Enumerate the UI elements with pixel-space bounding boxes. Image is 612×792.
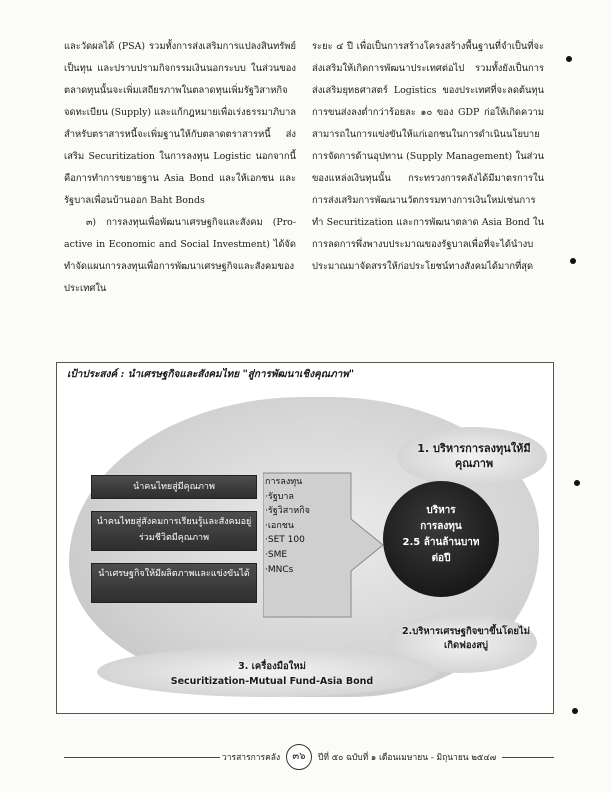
goal-block-1: นำคนไทยสู่มีคุณภาพ [91, 475, 257, 499]
left-paragraph-2: ๓) การลงทุนเพื่อพัฒนาเศรษฐกิจและสังคม (Pro-active in Economic and Social Investment) ได้จัดทำจัดแผนการลงทุนเพื่อการพัฒนาเศรษฐกิจและสังคมของประเทศใน [64, 217, 296, 294]
circle-line: 2.5 ล้านล้านบาท [402, 537, 480, 548]
issue-info: ปีที่ ๕๐ ฉบับที่ ๑ เดือนเมษายน - มิถุนายน ๒๕๔๗ [318, 753, 497, 763]
page-number: ๓๖ [286, 744, 312, 770]
circle-line: บริหาร [426, 505, 456, 516]
cloud-label-3 [127, 659, 417, 689]
scan-mark [566, 56, 572, 62]
right-column [312, 36, 544, 278]
goal-block-2: นำคนไทยสู่สังคมการเรียนรู้และสังคมอยู่ร่วมชีวิตมีคุณภาพ [91, 511, 257, 551]
investment-item: ·SME [265, 549, 288, 560]
investment-item: ·SET 100 [265, 535, 305, 546]
investment-header: การลงทุน [265, 477, 303, 487]
left-paragraph-1: และวัดผลได้ (PSA) รวมทั้งการส่งเสริมการแปลงสินทรัพย์เป็นทุน และปราบปรามกิจกรรมเงินนอกระบบ ในส่วนของตลาดทุนนั้นจะเพิ่มเสถียรภาพในตลาดทุนเพิ่มรัฐวิสาหกิจจดทะเบียน (Supply) และแก้กฎหมายเพื่อเร่งธรรมาภิบาลสำหรับตราสารหนี้จะเพิ่มฐานให้กับตลาดตราสารหนี้ ส่งเสริม Securitization ในการลงทุน Logistic นอกจากนี้คือการทำการขยายฐาน Asia Bond และให้เอกชน และรัฐบาลเพื่อนบ้านออก Baht Bonds [64, 41, 296, 206]
investment-list [265, 475, 349, 577]
cloud-label-2: 2.บริหารเศรษฐกิจขาขึ้นโดยไม่เกิดฟองสบู่ [402, 626, 530, 651]
left-column [64, 36, 296, 300]
scan-mark [570, 258, 576, 264]
investment-item: ·รัฐบาล [265, 491, 294, 502]
investment-item: ·รัฐวิสาหกิจ [265, 506, 310, 517]
footer-rule-left [64, 757, 220, 758]
investment-item: ·เอกชน [265, 520, 295, 531]
investment-item: ·MNCs [265, 564, 294, 575]
circle-line: ต่อปี [431, 553, 451, 564]
cloud-label-3-line2: Securitization-Mutual Fund-Asia Bond [170, 676, 374, 687]
right-paragraph-1: ระยะ ๔ ปี เพื่อเป็นการสร้างโครงสร้างพื้นฐานที่จำเป็นที่จะส่งเสริมให้เกิดการพัฒนาประเทศต่อไป รวมทั้งยังเป็นการส่งเสริมยุทธศาสตร์ Logistics ของประเทศที่จะลดต้นทุนการขนส่งลงต่ำกว่าร้อยละ ๑๐ ของ GDP ก่อให้เกิดความสามารถในการแข่งขันให้แก่เอกชนในการดำเนินนโยบายการจัดการด้านอุปทาน (Supply Management) ในส่วนของแหล่งเงินทุนนั้น กระทรวงการคลังได้มีมาตรการในการส่งเสริมการพัฒนานวัตกรรมทางการเงินใหม่เช่นการทำ Securitization และการพัฒนาตลาด Asia Bond ในการลดการพึ่งพางบประมาณของรัฐบาลเพื่อที่จะได้นำงบประมาณมาจัดสรรให้ก่อประโยชน์ทางสังคมได้มากที่สุด [312, 41, 544, 272]
investment-circle [383, 481, 499, 597]
scan-mark [574, 480, 580, 486]
goal-block-3: นำเศรษฐกิจให้มีผลิตภาพและแข่งขันได้ [91, 563, 257, 603]
circle-line: การลงทุน [420, 521, 462, 532]
scan-mark [572, 708, 578, 714]
footer-rule-right [502, 757, 554, 758]
figure-title: เป้าประสงค์ : นำเศรษฐกิจและสังคมไทย "สู่การพัฒนาเชิงคุณภาพ" [67, 369, 355, 380]
strategy-figure [56, 362, 554, 714]
cloud-label-3-line1: 3. เครื่องมือใหม่ [238, 661, 306, 672]
cloud-label-1: 1. บริหารการลงทุนให้มีคุณภาพ [417, 442, 531, 470]
page-footer [64, 748, 554, 768]
journal-name: วารสารการคลัง [222, 753, 281, 763]
